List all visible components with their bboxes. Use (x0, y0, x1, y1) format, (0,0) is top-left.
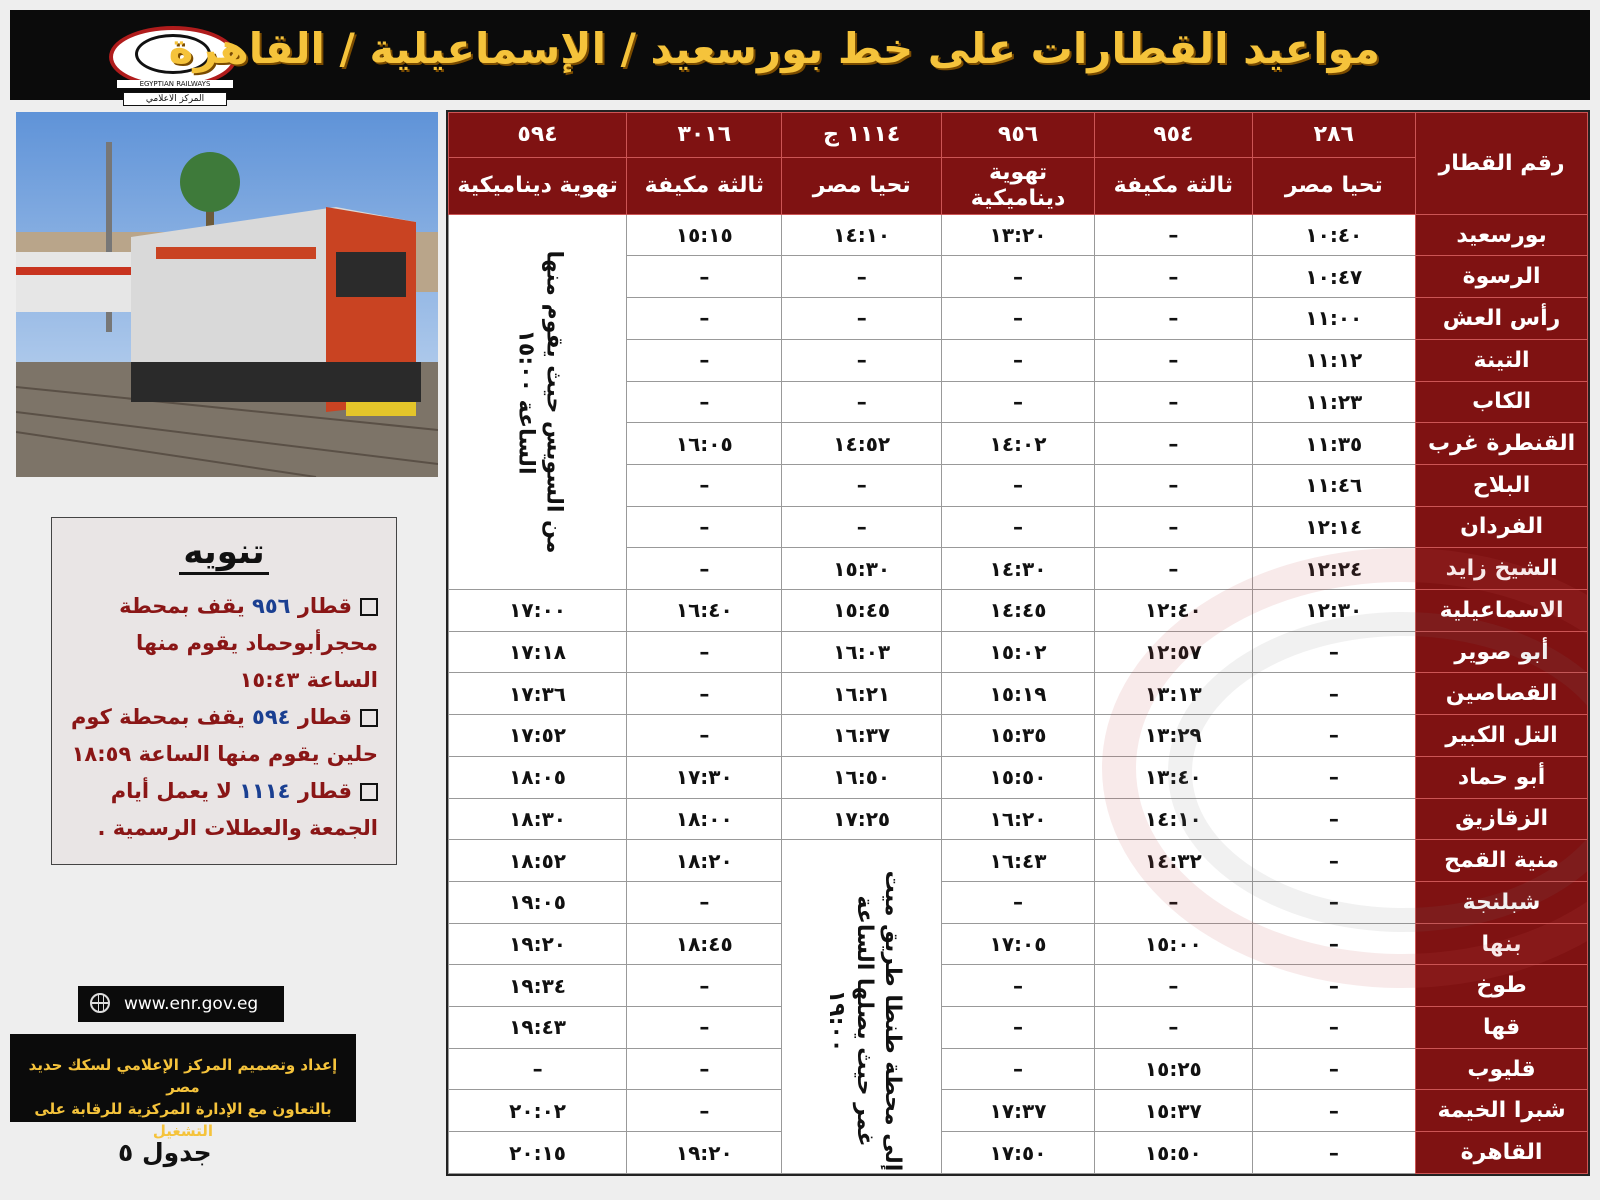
train-594-origin-note: من السويس حيث يقوم منها الساعة ١٥:٠٠ (513, 250, 567, 554)
departure-time: – (627, 464, 782, 506)
schedule-table (446, 110, 1590, 1176)
train-number: ١١١٤ (239, 779, 291, 803)
station-name: القنطرة غرب (1416, 423, 1588, 465)
departure-time: – (941, 381, 1094, 423)
departure-time: – (1095, 506, 1252, 548)
departure-time: ١٢:٤٠ (1095, 590, 1252, 632)
logo-text: EGYPTIAN RAILWAYS (117, 80, 233, 88)
table-label: جدول ٥ (118, 1138, 212, 1167)
train-type-header: تحيا مصر (782, 157, 941, 214)
departure-time: – (1252, 1132, 1416, 1174)
credit-line-2: بالتعاون مع الإدارة المركزية للرقابة على التشغيل (34, 1100, 332, 1140)
page-title: مواعيد القطارات على خط بورسعيد / الإسماعيلية / القاهرة (168, 24, 1380, 73)
train-type-header: ثالثة مكيفة (1095, 157, 1252, 214)
departure-time: – (1252, 631, 1416, 673)
departure-time: – (1252, 923, 1416, 965)
departure-time: ١٥:٤٥ (782, 590, 941, 632)
departure-time: ١٥:٠٠ (1095, 923, 1252, 965)
departure-time: – (782, 506, 941, 548)
table-row (449, 798, 1588, 840)
table-row (449, 881, 1588, 923)
departure-time: – (941, 506, 1094, 548)
train-number: ٥٩٤ (252, 705, 291, 729)
table-row (449, 673, 1588, 715)
departure-time: ١٦:٢١ (782, 673, 941, 715)
departure-time: ١٧:٣٧ (941, 1090, 1094, 1132)
departure-time: – (1252, 965, 1416, 1007)
station-name: أبو صوير (1416, 631, 1588, 673)
departure-time: – (627, 339, 782, 381)
notice-item: قطار ٩٥٦ يقف بمحطة محجرأبوحماد يقوم منها الساعة ١٥:٤٣ (119, 594, 378, 692)
departure-time: ١٥:٣٧ (1095, 1090, 1252, 1132)
departure-time: ١٧:٣٦ (449, 673, 627, 715)
checkbox-icon (360, 709, 378, 727)
departure-time: ١٥:٣٠ (782, 548, 941, 590)
schedule-grid (448, 112, 1588, 1174)
departure-time: – (1252, 715, 1416, 757)
departure-time: – (1252, 881, 1416, 923)
station-name: التل الكبير (1416, 715, 1588, 757)
station-name: منية القمح (1416, 840, 1588, 882)
departure-time: – (1095, 881, 1252, 923)
departure-time: ١٧:٥٠ (941, 1132, 1094, 1174)
station-name: البلاح (1416, 464, 1588, 506)
train-number-header: ٩٥٤ (1095, 113, 1252, 158)
departure-time: – (1095, 256, 1252, 298)
station-name: بورسعيد (1416, 214, 1588, 256)
train-number-header: ٣٠١٦ (627, 113, 782, 158)
departure-time: ١٩:٢٠ (449, 923, 627, 965)
departure-time: ١٨:٥٢ (449, 840, 627, 882)
table-row (449, 1132, 1588, 1174)
departure-time: ١٥:٣٥ (941, 715, 1094, 757)
departure-time: – (941, 965, 1094, 1007)
departure-time: ١٦:٢٠ (941, 798, 1094, 840)
table-row (449, 590, 1588, 632)
departure-time: ١١:١٢ (1252, 339, 1416, 381)
departure-time: ١٧:٥٢ (449, 715, 627, 757)
departure-time: ١٤:٥٢ (782, 423, 941, 465)
departure-time: ١٦:٣٧ (782, 715, 941, 757)
departure-time: – (627, 881, 782, 923)
departure-time: – (941, 1007, 1094, 1049)
website-banner[interactable] (78, 986, 284, 1022)
departure-time: ١٤:٣٢ (1095, 840, 1252, 882)
departure-time: ١٧:٣٠ (627, 756, 782, 798)
station-name: رأس العش (1416, 298, 1588, 340)
notice-item: قطار ١١١٤ لا يعمل أيام الجمعة والعطلات الرسمية . (97, 779, 378, 840)
departure-time: ١١:٤٦ (1252, 464, 1416, 506)
departure-time: ١٦:٤٣ (941, 840, 1094, 882)
station-name: الاسماعيلية (1416, 590, 1588, 632)
departure-time: – (627, 1090, 782, 1132)
departure-time: ١٤:٤٥ (941, 590, 1094, 632)
train-type-header: ثالثة مكيفة (627, 157, 782, 214)
departure-time: ١٨:٠٥ (449, 756, 627, 798)
departure-time: ١٧:١٨ (449, 631, 627, 673)
departure-time: ٢٠:٠٢ (449, 1090, 627, 1132)
departure-time: – (941, 256, 1094, 298)
departure-time: ١١:٣٥ (1252, 423, 1416, 465)
departure-time: ١٤:٠٢ (941, 423, 1094, 465)
table-row (449, 1007, 1588, 1049)
credit-line-1: إعداد وتصميم المركز الإعلامي لسكك حديد مصر (28, 1056, 338, 1096)
train-number-header: ٥٩٤ (449, 113, 627, 158)
train-type-header: تهوية ديناميكية (941, 157, 1094, 214)
departure-time: – (782, 256, 941, 298)
departure-time: – (1252, 840, 1416, 882)
departure-time: ١٢:٢٤ (1252, 548, 1416, 590)
notice-item: قطار ٥٩٤ يقف بمحطة كوم حلين يقوم منها الساعة ١٨:٥٩ (71, 705, 378, 766)
table-row (449, 965, 1588, 1007)
departure-time: ١٩:٣٤ (449, 965, 627, 1007)
departure-time: – (1095, 381, 1252, 423)
departure-time: – (1095, 339, 1252, 381)
logo-subtitle: المركز الاعلامي (123, 92, 227, 106)
station-name: الفردان (1416, 506, 1588, 548)
departure-time: ١٣:٤٠ (1095, 756, 1252, 798)
departure-time: – (627, 631, 782, 673)
departure-time: ١٦:٤٠ (627, 590, 782, 632)
departure-time: – (1095, 298, 1252, 340)
notice-list (64, 588, 378, 847)
departure-time: ١٥:١٥ (627, 214, 782, 256)
station-name: الكاب (1416, 381, 1588, 423)
departure-time: ١١:٢٣ (1252, 381, 1416, 423)
table-row (449, 923, 1588, 965)
departure-time: ١٠:٤٧ (1252, 256, 1416, 298)
departure-time: ١٤:١٠ (1095, 798, 1252, 840)
departure-time: – (627, 256, 782, 298)
train-type-header: تحيا مصر (1252, 157, 1416, 214)
departure-time: ١٥:٥٠ (941, 756, 1094, 798)
departure-time: ١٤:١٠ (782, 214, 941, 256)
checkbox-icon (360, 783, 378, 801)
train-photo (16, 112, 438, 477)
table-row (449, 715, 1588, 757)
train-number-row (449, 113, 1588, 158)
departure-time: – (1252, 1090, 1416, 1132)
table-row (449, 840, 1588, 882)
website-link[interactable]: www.enr.gov.eg (124, 994, 259, 1014)
departure-time: – (1095, 965, 1252, 1007)
departure-time: ١٩:٠٥ (449, 881, 627, 923)
departure-time: ١٥:٥٠ (1095, 1132, 1252, 1174)
station-name: الرسوة (1416, 256, 1588, 298)
departure-time: ١٦:٠٥ (627, 423, 782, 465)
station-name: شبلنجة (1416, 881, 1588, 923)
departure-time: ١٠:٤٠ (1252, 214, 1416, 256)
train-1114-destination-note: إلى محطة طنطا طريق ميت غمر حيث يصلها الساعة ١٩:٠٠ (823, 870, 905, 1171)
departure-time: – (941, 1048, 1094, 1090)
departure-time: ١٩:٤٣ (449, 1007, 627, 1049)
header-bar (10, 10, 1590, 104)
departure-time: ١٤:٣٠ (941, 548, 1094, 590)
departure-time: – (941, 298, 1094, 340)
departure-time: – (627, 1007, 782, 1049)
departure-time: ١٧:٢٥ (782, 798, 941, 840)
departure-time: – (782, 298, 941, 340)
departure-time: ١٨:٢٠ (627, 840, 782, 882)
departure-time: – (1095, 1007, 1252, 1049)
departure-time: ١٧:٠٥ (941, 923, 1094, 965)
train-number-header: ١١١٤ ج (782, 113, 941, 158)
departure-time: – (1095, 423, 1252, 465)
departure-time: – (1252, 1048, 1416, 1090)
departure-time: ٢٠:١٥ (449, 1132, 627, 1174)
credit-banner (10, 1034, 356, 1140)
departure-time: ١٩:٢٠ (627, 1132, 782, 1174)
station-name: الشيخ زايد (1416, 548, 1588, 590)
corner-label: رقم القطار (1416, 113, 1588, 215)
departure-time: – (627, 298, 782, 340)
station-name: قليوب (1416, 1048, 1588, 1090)
station-name: قها (1416, 1007, 1588, 1049)
train-number-header: ٢٨٦ (1252, 113, 1416, 158)
departure-time: – (627, 548, 782, 590)
departure-time: – (782, 464, 941, 506)
departure-time: ١٢:٥٧ (1095, 631, 1252, 673)
station-name: القاهرة (1416, 1132, 1588, 1174)
station-name: الزقازيق (1416, 798, 1588, 840)
departure-time: – (1095, 214, 1252, 256)
departure-time: – (627, 506, 782, 548)
departure-time: – (627, 381, 782, 423)
departure-time: – (627, 715, 782, 757)
departure-time: ١٥:١٩ (941, 673, 1094, 715)
departure-time: – (627, 1048, 782, 1090)
departure-time: – (941, 339, 1094, 381)
departure-time: ١١:٠٠ (1252, 298, 1416, 340)
table-row (449, 756, 1588, 798)
departure-time: ١٨:٣٠ (449, 798, 627, 840)
station-name: القصاصين (1416, 673, 1588, 715)
departure-time: – (782, 381, 941, 423)
departure-time: ١٦:٥٠ (782, 756, 941, 798)
table-row (449, 1048, 1588, 1090)
departure-time: – (1252, 756, 1416, 798)
departure-time: – (1252, 798, 1416, 840)
departure-time: ١٧:٠٠ (449, 590, 627, 632)
departure-time: ١٣:١٣ (1095, 673, 1252, 715)
departure-time: ١٥:٠٢ (941, 631, 1094, 673)
departure-time: – (627, 673, 782, 715)
table-row (449, 214, 1588, 256)
checkbox-icon (360, 598, 378, 616)
departure-time: ١٣:٢٠ (941, 214, 1094, 256)
departure-time: ١٦:٠٣ (782, 631, 941, 673)
departure-time: – (1095, 464, 1252, 506)
departure-time: – (941, 464, 1094, 506)
departure-time: – (941, 881, 1094, 923)
station-name: شبرا الخيمة (1416, 1090, 1588, 1132)
departure-time: – (782, 339, 941, 381)
departure-time: ١٥:٢٥ (1095, 1048, 1252, 1090)
notice-title: تنويه (52, 532, 396, 572)
departure-time: – (1252, 673, 1416, 715)
departure-time: ١٨:٠٠ (627, 798, 782, 840)
station-name: بنها (1416, 923, 1588, 965)
departure-time: ١٨:٤٥ (627, 923, 782, 965)
departure-time: ١٣:٢٩ (1095, 715, 1252, 757)
departure-time: – (627, 965, 782, 1007)
table-row (449, 1090, 1588, 1132)
station-name: التينة (1416, 339, 1588, 381)
departure-time: ١٢:٣٠ (1252, 590, 1416, 632)
train-number: ٩٥٦ (252, 594, 291, 618)
departure-time: – (1252, 1007, 1416, 1049)
departure-time: ١٢:١٤ (1252, 506, 1416, 548)
station-name: أبو حماد (1416, 756, 1588, 798)
departure-time: – (1095, 548, 1252, 590)
table-row (449, 631, 1588, 673)
station-name: طوخ (1416, 965, 1588, 1007)
notice-box (51, 517, 397, 865)
globe-icon (90, 993, 110, 1013)
train-type-header: تهوية ديناميكية (449, 157, 627, 214)
departure-time: – (449, 1048, 627, 1090)
train-number-header: ٩٥٦ (941, 113, 1094, 158)
